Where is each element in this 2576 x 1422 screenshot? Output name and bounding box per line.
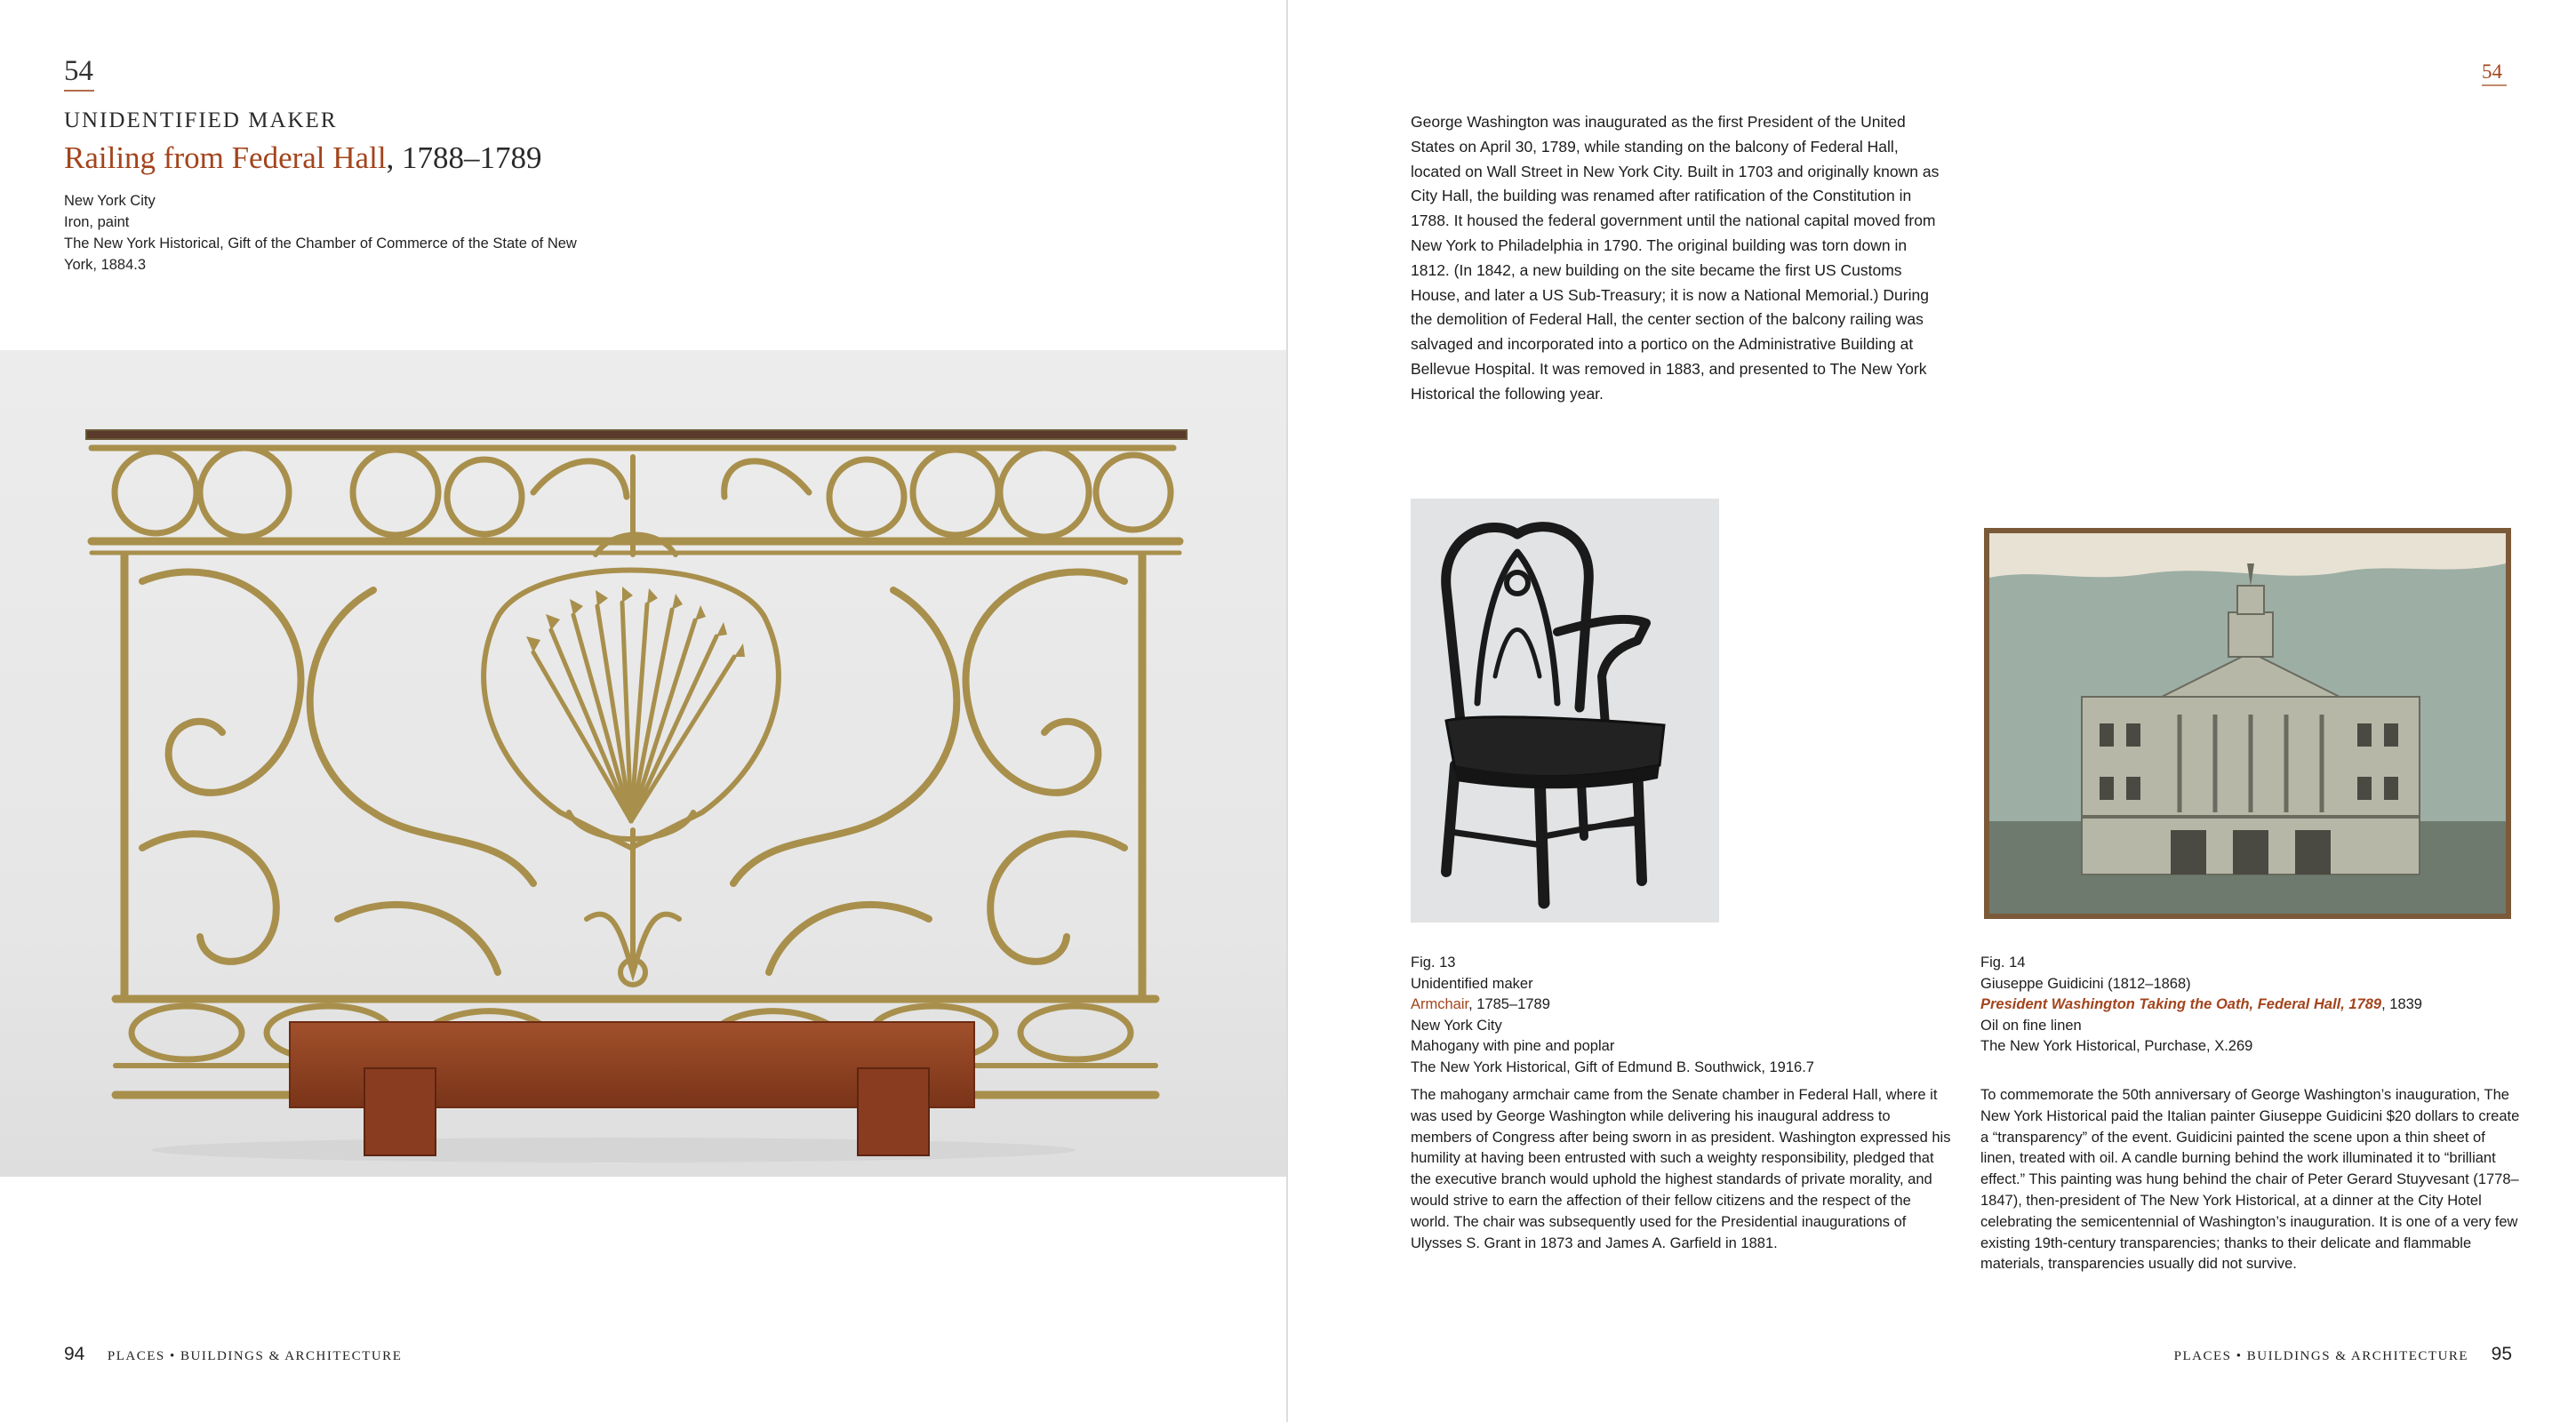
- fig13-title-line: [1411, 995, 1944, 1016]
- running-footer-left: [64, 1344, 402, 1365]
- page-number-left: 94: [64, 1344, 85, 1364]
- fig13-medium: Mahogany with pine and poplar: [1411, 1038, 1615, 1054]
- entry-number-tab: 54: [2482, 60, 2502, 83]
- fig14-label: Fig. 14: [1980, 955, 2026, 971]
- meta-line: York, 1884.3: [64, 257, 147, 273]
- fig14-maker: Giuseppe Guidicini (1812–1868): [1980, 975, 2191, 992]
- fig14-title-line: [1980, 995, 2532, 1016]
- page-number-right: 95: [2491, 1344, 2512, 1364]
- fig14-date: , 1839: [2381, 996, 2422, 1012]
- fig13-caption: [1411, 953, 1944, 1078]
- armchair-photo: [1411, 499, 1719, 923]
- fig14-title: President Washington Taking the Oath, Federal Hall, 1789: [1980, 996, 2382, 1012]
- section-label-left: PLACES • BUILDINGS & ARCHITECTURE: [107, 1349, 403, 1363]
- meta-line: The New York Historical, Gift of the Chamber of Commerce of the State of New: [64, 236, 577, 252]
- object-metadata: [64, 190, 633, 276]
- fig14-credit: The New York Historical, Purchase, X.269: [1980, 1038, 2253, 1054]
- fig13-credit: The New York Historical, Gift of Edmund B. Southwick, 1916.7: [1411, 1059, 1814, 1075]
- painting-illustration: [1984, 528, 2511, 919]
- fig13-text: The mahogany armchair came from the Senate chamber in Federal Hall, where it was used by George Washington while delivering his inaugural address to members of Congress after being sworn in as president. Washington expressed his humility at having been entrusted with such a weighty responsibility, pledged that the executive branch would uphold the highest standards of private morality, and would strive to earn the affection of their fellow citizens and the respect of the world. The chair was subsequently used for the Presidential inaugurations of Ulysses S. Grant in 1873 and James A. Garfield in 1881.: [1411, 1087, 1951, 1251]
- fig13-title: Armchair: [1411, 996, 1469, 1012]
- essay-text: George Washington was inaugurated as the first President of the United States on April 30, 1789, while standing on the balcony of Federal Hall, located on Wall Street in New York City. Built in 1703 and originally known as City Hall, the building was renamed after ratification of the Constitution in 1788. It housed the federal government until the national capital moved from New York to Philadelphia in 1790. The original building was torn down in 1812. (In 1842, a new building on the site became the first US Customs House, and later a US Sub-Treasury; it is now a National Memorial.) During the demolition of Federal Hall, the center section of the balcony railing was salvaged and incorporated into a portico on the Administrative Building at Bellevue Hospital. It was removed in 1883, and presented to The New York Historical the following year.: [1411, 113, 1940, 403]
- fig14-medium: Oil on fine linen: [1980, 1017, 2082, 1034]
- fig13-date: , 1785–1789: [1468, 996, 1550, 1012]
- painting-photo: [1984, 528, 2511, 919]
- meta-line: Iron, paint: [64, 214, 130, 230]
- running-footer-right: [2174, 1344, 2512, 1365]
- entry-number-tab-rule: [2482, 84, 2507, 86]
- meta-line: New York City: [64, 193, 156, 209]
- object-title-date: , 1788–1789: [386, 140, 542, 175]
- entry-number-rule: [64, 90, 94, 92]
- armchair-illustration: [1411, 499, 1719, 923]
- fig14-caption: [1980, 953, 2532, 1058]
- gutter: [1286, 0, 1288, 1422]
- maker-heading: UNIDENTIFIED MAKER: [64, 108, 338, 132]
- entry-number: 54: [64, 55, 93, 87]
- railing-photo: [0, 350, 1286, 1177]
- fig13-label: Fig. 13: [1411, 955, 1456, 971]
- railing-illustration: [0, 350, 1286, 1177]
- fig13-place: New York City: [1411, 1017, 1502, 1034]
- object-title: [64, 140, 542, 176]
- section-label-right: PLACES • BUILDINGS & ARCHITECTURE: [2173, 1349, 2469, 1363]
- fig14-text: To commemorate the 50th anniversary of George Washington’s inauguration, The New York Historical paid the Italian painter Giuseppe Guidicini $20 dollars to create a “transparency” of the event. Guidicini painted the scene upon a thin sheet of linen, treated with oil. A candle burning behind the work illuminated it to “brilliant effect.” This painting was hung behind the chair of Peter Gerard Stuyvesant (1778–1847), then-president of The New York Historical, at a dinner at the City Hotel celebrating the semicentennial of Washington’s inauguration. It is one of a very few existing 19th-century transparencies; thanks to their delicate and flammable materials, transparencies usually did not survive.: [1980, 1087, 2520, 1273]
- fig13-maker: Unidentified maker: [1411, 975, 1533, 992]
- object-title-name: Railing from Federal Hall: [64, 140, 387, 175]
